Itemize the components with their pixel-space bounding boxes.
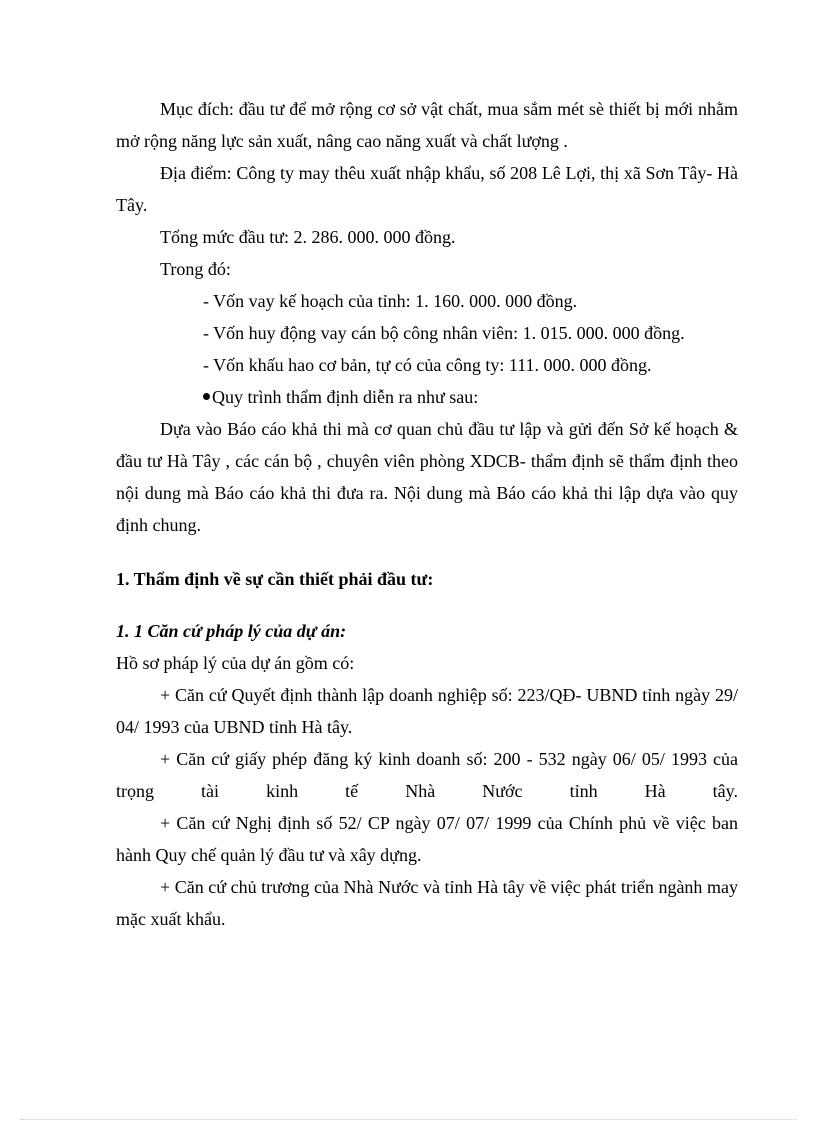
legal-intro: Hồ sơ pháp lý của dự án gồm có: xyxy=(116,653,355,673)
process-bullet xyxy=(116,381,738,413)
page-bottom-divider xyxy=(20,1119,796,1120)
section-heading: 1. Thẩm định về sự cần thiết phải đầu tư: xyxy=(116,569,434,589)
purpose-paragraph: Mục đích: đầu tư để mở rộng cơ sở vật chất, mua sắm mét sè thiết bị mới nhằm mở rộng năng lực sản xuất, nâng cao năng xuất và chất lượng . xyxy=(116,99,738,151)
funding-item-own-capital: - Vốn khấu hao cơ bản, tự có của công ty: 111. 000. 000 đồng. xyxy=(203,355,652,375)
funding-item-provincial-loan: - Vốn vay kế hoạch của tỉnh: 1. 160. 000. 000 đồng. xyxy=(203,291,578,311)
legal-item-policy: + Căn cứ chủ trương của Nhà Nước và tỉnh Hà tây về việc phát triển ngành may mặc xuất khẩu. xyxy=(116,877,738,929)
document-page xyxy=(116,93,738,935)
funding-item-staff-loan: - Vốn huy động vay cán bộ công nhân viên: 1. 015. 000. 000 đồng. xyxy=(203,323,685,343)
legal-item-decision: + Căn cứ Quyết định thành lập doanh nghiệp số: 223/QĐ- UBND tỉnh ngày 29/ 04/ 1993 của UBND tỉnh Hà tây. xyxy=(116,685,738,737)
legal-item-decree: + Căn cứ Nghị định số 52/ CP ngày 07/ 07/ 1999 của Chính phủ về việc ban hành Quy chế quản lý đầu tư và xây dựng. xyxy=(116,813,738,865)
bullet-dot-icon xyxy=(203,393,210,400)
process-paragraph: Dựa vào Báo cáo khả thi mà cơ quan chủ đầu tư lập và gửi đến Sở kế hoạch & đầu tư Hà Tây , các cán bộ , chuyên viên phòng XDCB- thẩm định sẽ thẩm định theo nội dung mà Báo cáo khả thi đưa ra. Nội dung mà Báo cáo khả thi lập dựa vào quy định chung. xyxy=(116,419,738,535)
legal-item-business-license: + Căn cứ giấy phép đăng ký kinh doanh số: 200 - 532 ngày 06/ 05/ 1993 của trọng tài kinh tế Nhà Nước tỉnh Hà tây. xyxy=(116,749,738,801)
total-investment-line: Tổng mức đầu tư: 2. 286. 000. 000 đồng. xyxy=(160,227,456,247)
subsection-heading: 1. 1 Căn cứ pháp lý của dự án: xyxy=(116,621,347,641)
of-which-line: Trong đó: xyxy=(160,259,231,279)
process-bullet-text: Quy trình thẩm định diễn ra như sau: xyxy=(212,387,479,407)
location-paragraph: Địa điểm: Công ty may thêu xuất nhập khẩu, số 208 Lê Lợi, thị xã Sơn Tây- Hà Tây. xyxy=(116,163,738,215)
